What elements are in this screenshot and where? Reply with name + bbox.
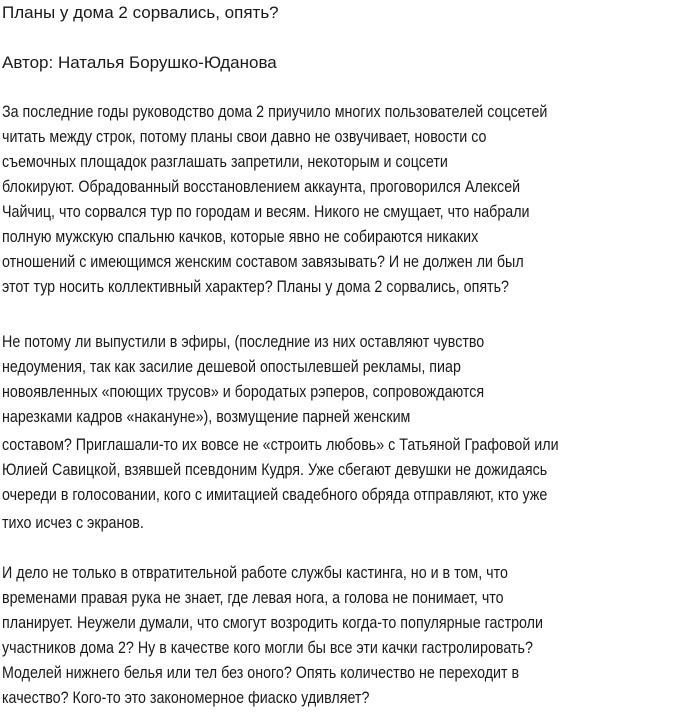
text-line: участников дома 2? Ну в качестве кого могли бы все эти качки гастролировать?	[2, 638, 533, 657]
text-line: недоумения, так как засилие дешевой опостылевшей рекламы, пиар	[2, 357, 461, 376]
text-line: И дело не только в отвратительной работе службы кастинга, но и в том, что	[2, 563, 508, 582]
text-line: качество? Кого-то это закономерное фиаско удивляет?	[2, 688, 370, 707]
text-line: Чайчиц, что сорвался тур по городам и весям. Никого не смущает, что набрали	[2, 202, 530, 221]
text-line: читать между строк, потому планы свои давно не озвучивает, новости со	[2, 127, 487, 146]
article-paragraph-2	[2, 329, 576, 429]
text-line: этот тур носить коллективный характер? Планы у дома 2 сорвались, опять?	[2, 277, 509, 296]
article-paragraph-3	[2, 432, 665, 535]
text-line: отношений с имеющимся женским составом завязывать? И не должен ли был	[2, 252, 524, 271]
text-line: Юлией Савицкой, взявшей псевдоним Кудря. Уже сбегают девушки не дожидаясь	[2, 460, 548, 479]
article-title: Планы у дома 2 сорвались, опять?	[2, 3, 279, 22]
text-line: составом? Приглашали-то их вовсе не «строить любовь» с Татьяной Графовой или	[2, 435, 559, 454]
text-line: планирует. Неужели думали, что смогут возродить когда-то популярные гастроли	[2, 613, 543, 632]
text-line: За последние годы руководство дома 2 приучило многих пользователей соцсетей	[2, 102, 548, 121]
text-line: Моделей нижнего белья или тел без оного? Опять количество не переходит в	[2, 663, 520, 682]
text-line: очереди в голосовании, кого с имитацией свадебного обряда отправляют, кто уже	[2, 485, 548, 504]
text-line: Не потому ли выпустили в эфиры, (последние из них оставляют чувство	[2, 332, 485, 351]
article-author: Автор: Наталья Борушко-Юданова	[2, 53, 277, 72]
text-line: нарезками кадров «накануне»), возмущение парней женским	[2, 407, 411, 426]
text-line: съемочных площадок разглашать запретили, некоторым и соцсети	[2, 152, 448, 171]
article-paragraph-4	[2, 560, 646, 710]
text-line: полную мужскую спальню качков, которые явно не собираются никаких	[2, 227, 479, 246]
text-line: новоявленных «поющих трусов» и бородатых рэперов, сопровождаются	[2, 382, 485, 401]
text-line: тихо исчез с экранов.	[2, 513, 144, 532]
article-paragraph-1	[2, 99, 651, 299]
text-line: блокируют. Обрадованный восстановлением аккаунта, проговорился Алексей	[2, 177, 521, 196]
text-line: временами правая рука не знает, где левая нога, а голова не понимает, что	[2, 588, 504, 607]
